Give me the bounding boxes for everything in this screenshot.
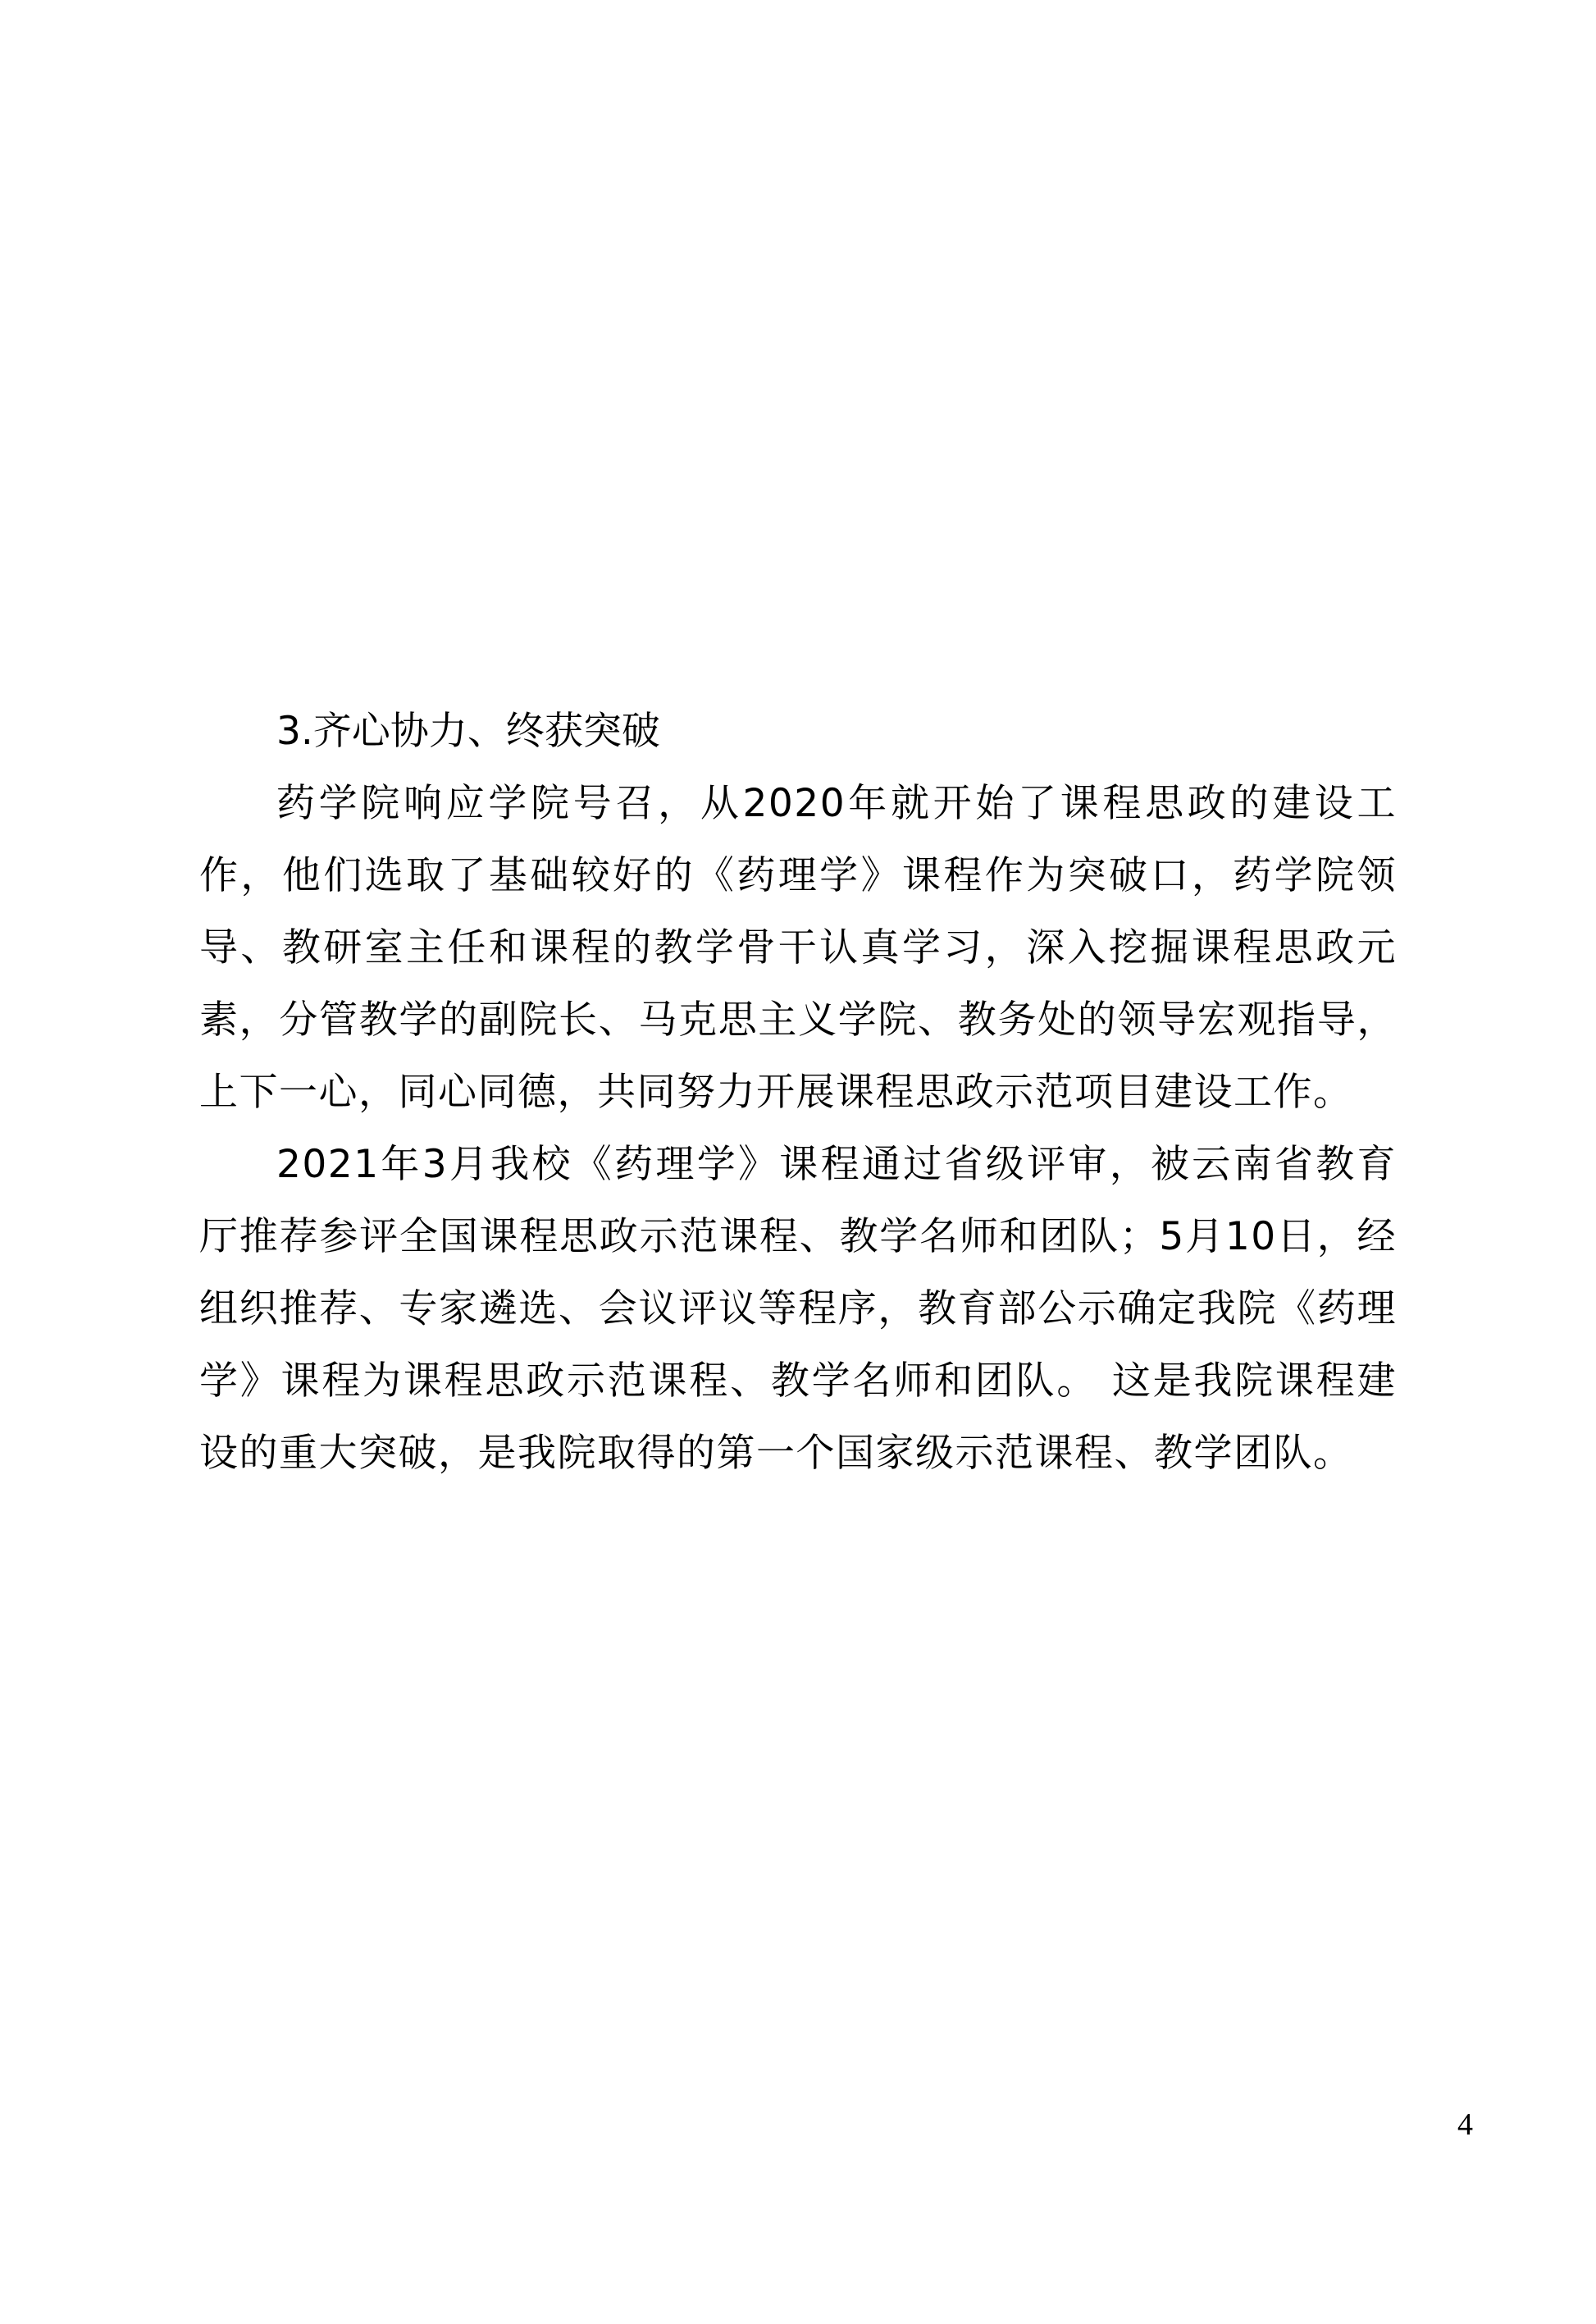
paragraph-1: 药学院响应学院号召，从2020年就开始了课程思政的建设工作，他们选取了基础较好的《药理学》课程作为突破口，药学院领导、教研室主任和课程的教学骨干认真学习，深入挖掘课程思政元素，分管教学的副院长、马克思主义学院、教务处的领导宏观指导，上下一心，同心同德，共同努力开展课程思政示范项目建设工作。 <box>199 781 1397 1115</box>
document-body <box>199 696 1397 1490</box>
page-number: 4 <box>1457 2107 1473 2142</box>
section-heading: 3.齐心协力、终获突破 <box>276 709 660 754</box>
paragraph-2: 2021年3月我校《药理学》课程通过省级评审，被云南省教育厅推荐参评全国课程思政示范课程、教学名师和团队；5月10日，经组织推荐、专家遴选、会议评议等程序，教育部公示确定我院《药理学》课程为课程思政示范课程、教学名师和团队。 这是我院课程建设的重大突破，是我院取得的第一个国家级示范课程、教学团队。 <box>199 1142 1397 1476</box>
